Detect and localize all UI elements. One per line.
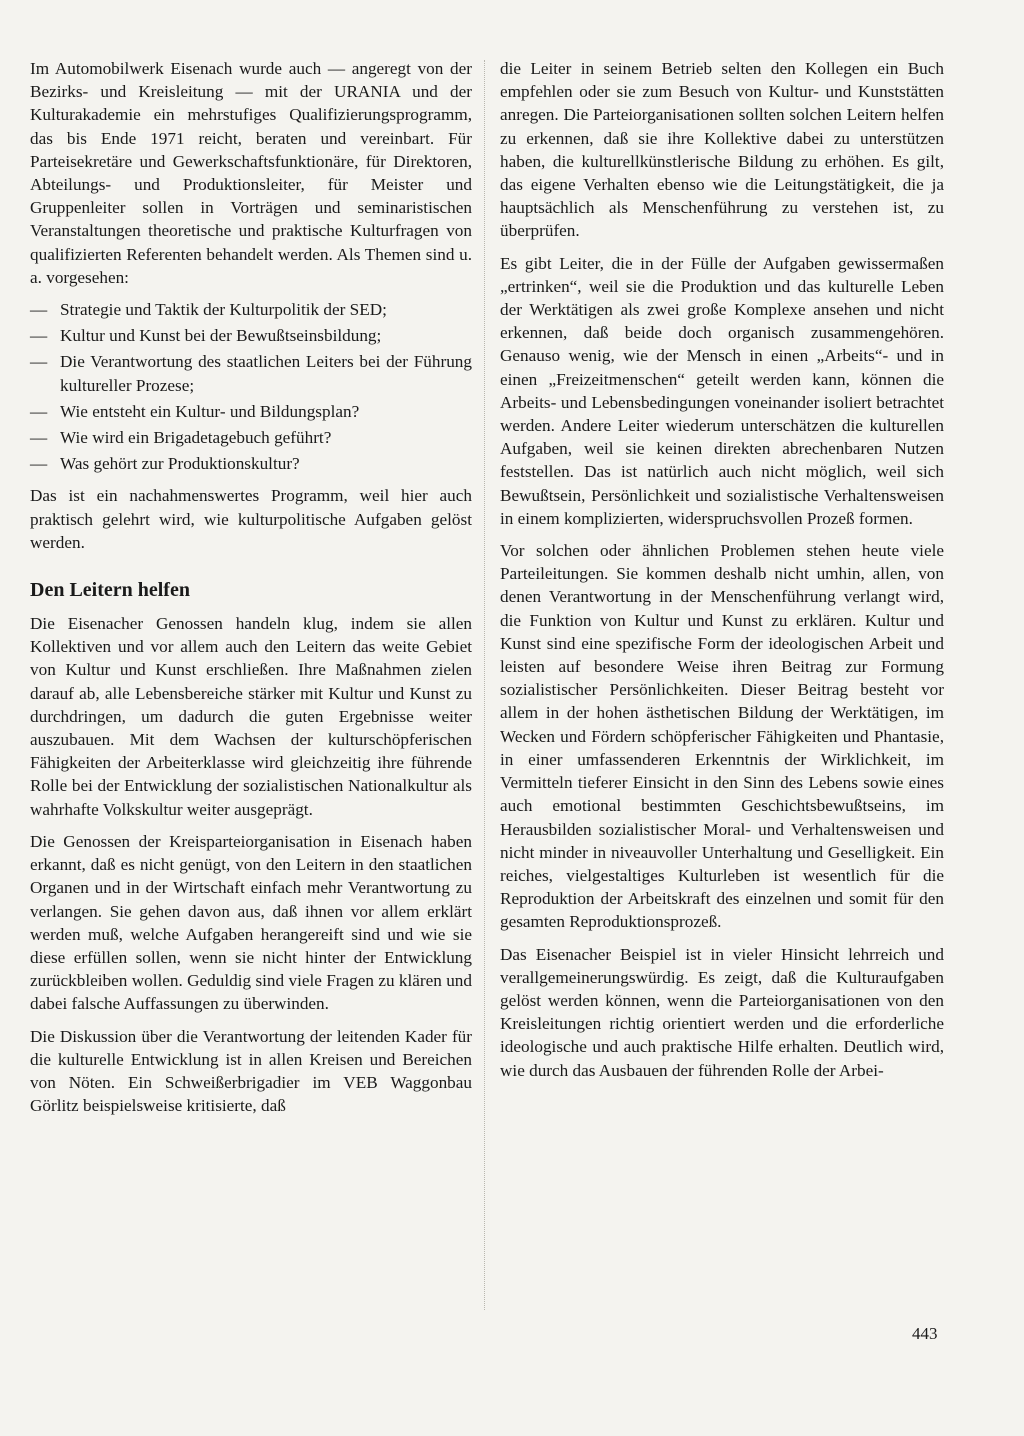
section-heading: Den Leitern helfen [30,579,190,602]
paragraph-leaders-continued: die Leiter in seinem Betrieb selten den Kollegen ein Buch empfehlen oder sie zum Besuch von Kultur- und Kunststätten anregen. Die Parteiorganisationen sollten solchen Leitern helfen zu erkennen, daß sie ihre Kollektive dabei zu unterstützen haben, die kulturellkünstlerische Bildung zu erhöhen. Es gilt, das eigene Verhalten ebenso wie die Leitungstätigkeit, die ja hauptsächlich als Menschenführung zu verstehen ist, zu überprüfen. [500,59,944,241]
topic-item: — Wie wird ein Brigadetagebuch geführt? [30,426,472,449]
topic-item: — Was gehört zur Produktionskultur? [30,452,472,475]
paragraph-kreisparteiorganisation: Die Genossen der Kreisparteiorganisation in Eisenach haben erkannt, daß es nicht genügt, von den Leitern in den staatlichen Organen und in der Wirtschaft einfach mehr Verantwortung zu verlangen. Sie gehen davon aus, daß ihnen vor allem erklärt werden muß, welche Aufgaben herangereift sind und wie sie diese erfüllen sollen, wenn sie nicht hinter der Entwicklung zurückbleiben wollen. Geduldig sind viele Fragen zu klären und dabei falsche Auffassungen zu überwinden. [30,831,472,1014]
paragraph-drowning-leaders: Es gibt Leiter, die in der Fülle der Aufgaben gewissermaßen „ertrinken“, weil sie die Produktion und das kulturelle Leben der Werktätigen als zwei große Komplexe ansehen und nicht erkennen, daß beide doch organisch zusammengehören. Genauso wenig, wie der Mensch in einen „Arbeits“- und in einen „Freizeitmenschen“ geteilt werden kann, können die Arbeits- und Lebensbedingungen voneinander isoliert betrachtet werden. Andere Leiter wiederum unterschätzen die kulturellen Aufgaben, weil sie keinen direkten abrechenbaren Nutzen feststellen. Das ist natürlich auch nicht möglich, weil sich Bewußtsein, Persönlichkeit und sozialistische Verhaltensweisen in einem komplizierten, widerspruchsvollen Prozeß formen. [500,253,944,528]
page-number: 443 [912,1324,938,1343]
topic-item: — Die Verantwortung des staatlichen Leiters bei der Führung kultureller Prozese; [30,350,472,396]
topic-item: — Kultur und Kunst bei der Bewußtseinsbildung; [30,324,472,347]
topic-item: — Strategie und Taktik der Kulturpolitik der SED; [30,298,472,321]
paragraph-party-leaderships: Vor solchen oder ähnlichen Problemen stehen heute viele Parteileitungen. Sie kommen deshalb nicht umhin, allen, von denen Verantwortung in der Menschenführung verlangt wird, die Funktion von Kultur und Kunst zu erklären. Kultur und Kunst sind eine spezifische Form der ideologischen Arbeit und leisten auf besondere Weise ihren Beitrag zur Formung sozialistischer Persönlichkeiten. Dieser Beitrag besteht vor allem in der hohen ästhetischen Bildung der Werktätigen, im Wecken und Fördern schöpferischer Fähigkeiten und Phantasie, in einer umfassenderen Erkenntnis der Wirklichkeit, im Vermitteln tieferer Einsicht in den Sinn des Lebens sowie eines auch emotional bestimmten Geschichtsbewußtseins, im Herausbilden sozialistischer Moral- und Verhaltensweisen und nicht minder in niveauvoller Unterhaltung und Geselligkeit. Ein reiches, vielgestaltiges Kulturleben ist wesentlich für die Reproduktion der Arbeitskraft des einzelnen und somit für den gesamten Reproduktionsprozeß. [500,541,944,932]
paragraph-eisenach-comrades: Die Eisenacher Genossen handeln klug, indem sie allen Kollektiven und vor allem auch den Leitern das weite Gebiet von Kultur und Kunst erschließen. Ihre Maßnahmen zielen darauf ab, alle Lebensbereiche stärker mit Kultur und Kunst zu durchdringen, um dadurch die guten Ergebnisse weiter auszubauen. Mit dem Wachsen der kulturschöpferischen Fähigkeiten der Arbeiterklasse wird gleichzeitig ihre führende Rolle bei der Entwicklung der sozialistischen Nationalkultur als wahrhafte Volkskultur weiter ausgeprägt. [30,614,472,819]
paragraph-qualification-program: Im Automobilwerk Eisenach wurde auch — angeregt von der Bezirks- und Kreisleitung — mit der URANIA und der Kulturakademie ein mehrstufiges Qualifizierungsprogramm, das bis Ende 1971 reicht, beraten und vereinbart. Für Parteisekretäre und Gewerkschaftsfunktionäre, für Direktoren, Abteilungs- und Produktionsleiter, für Meister und Gruppenleiter sollen in Vorträgen und seminaristischen Veranstaltungen theoretische und praktische Kulturfragen von qualifizierten Referenten behandelt werden. Als Themen sind u. a. vorgesehen: [30,59,472,287]
paragraph-eisenach-example: Das Eisenacher Beispiel ist in vieler Hinsicht lehrreich und verallgemeinerungswürdig. Es zeigt, daß die Kulturaufgaben gelöst werden können, wenn die Parteiorganisationen von den Kreisleitungen richtig orientiert werden und die erforderliche ideologische und auch praktische Hilfe erhalten. Deutlich wird, wie durch das Ausbauen der führenden Rolle der Arbei- [500,944,944,1080]
column-divider [484,60,486,1310]
topics-list [30,298,472,475]
paragraph-discussion: Die Diskussion über die Verantwortung der leitenden Kader für die kulturelle Entwicklung ist in allen Kreisen und Bereichen von Nöten. Ein Schweißerbrigadier im VEB Waggonbau Görlitz beispielsweise kritisierte, daß [30,1026,472,1116]
paragraph-program-summary: Das ist ein nachahmenswertes Programm, weil hier auch praktisch gelehrt wird, wie kulturpolitische Aufgaben gelöst werden. [30,486,472,552]
right-column [500,57,944,1091]
left-column [30,57,472,1126]
topic-item: — Wie entsteht ein Kultur- und Bildungsplan? [30,400,472,423]
